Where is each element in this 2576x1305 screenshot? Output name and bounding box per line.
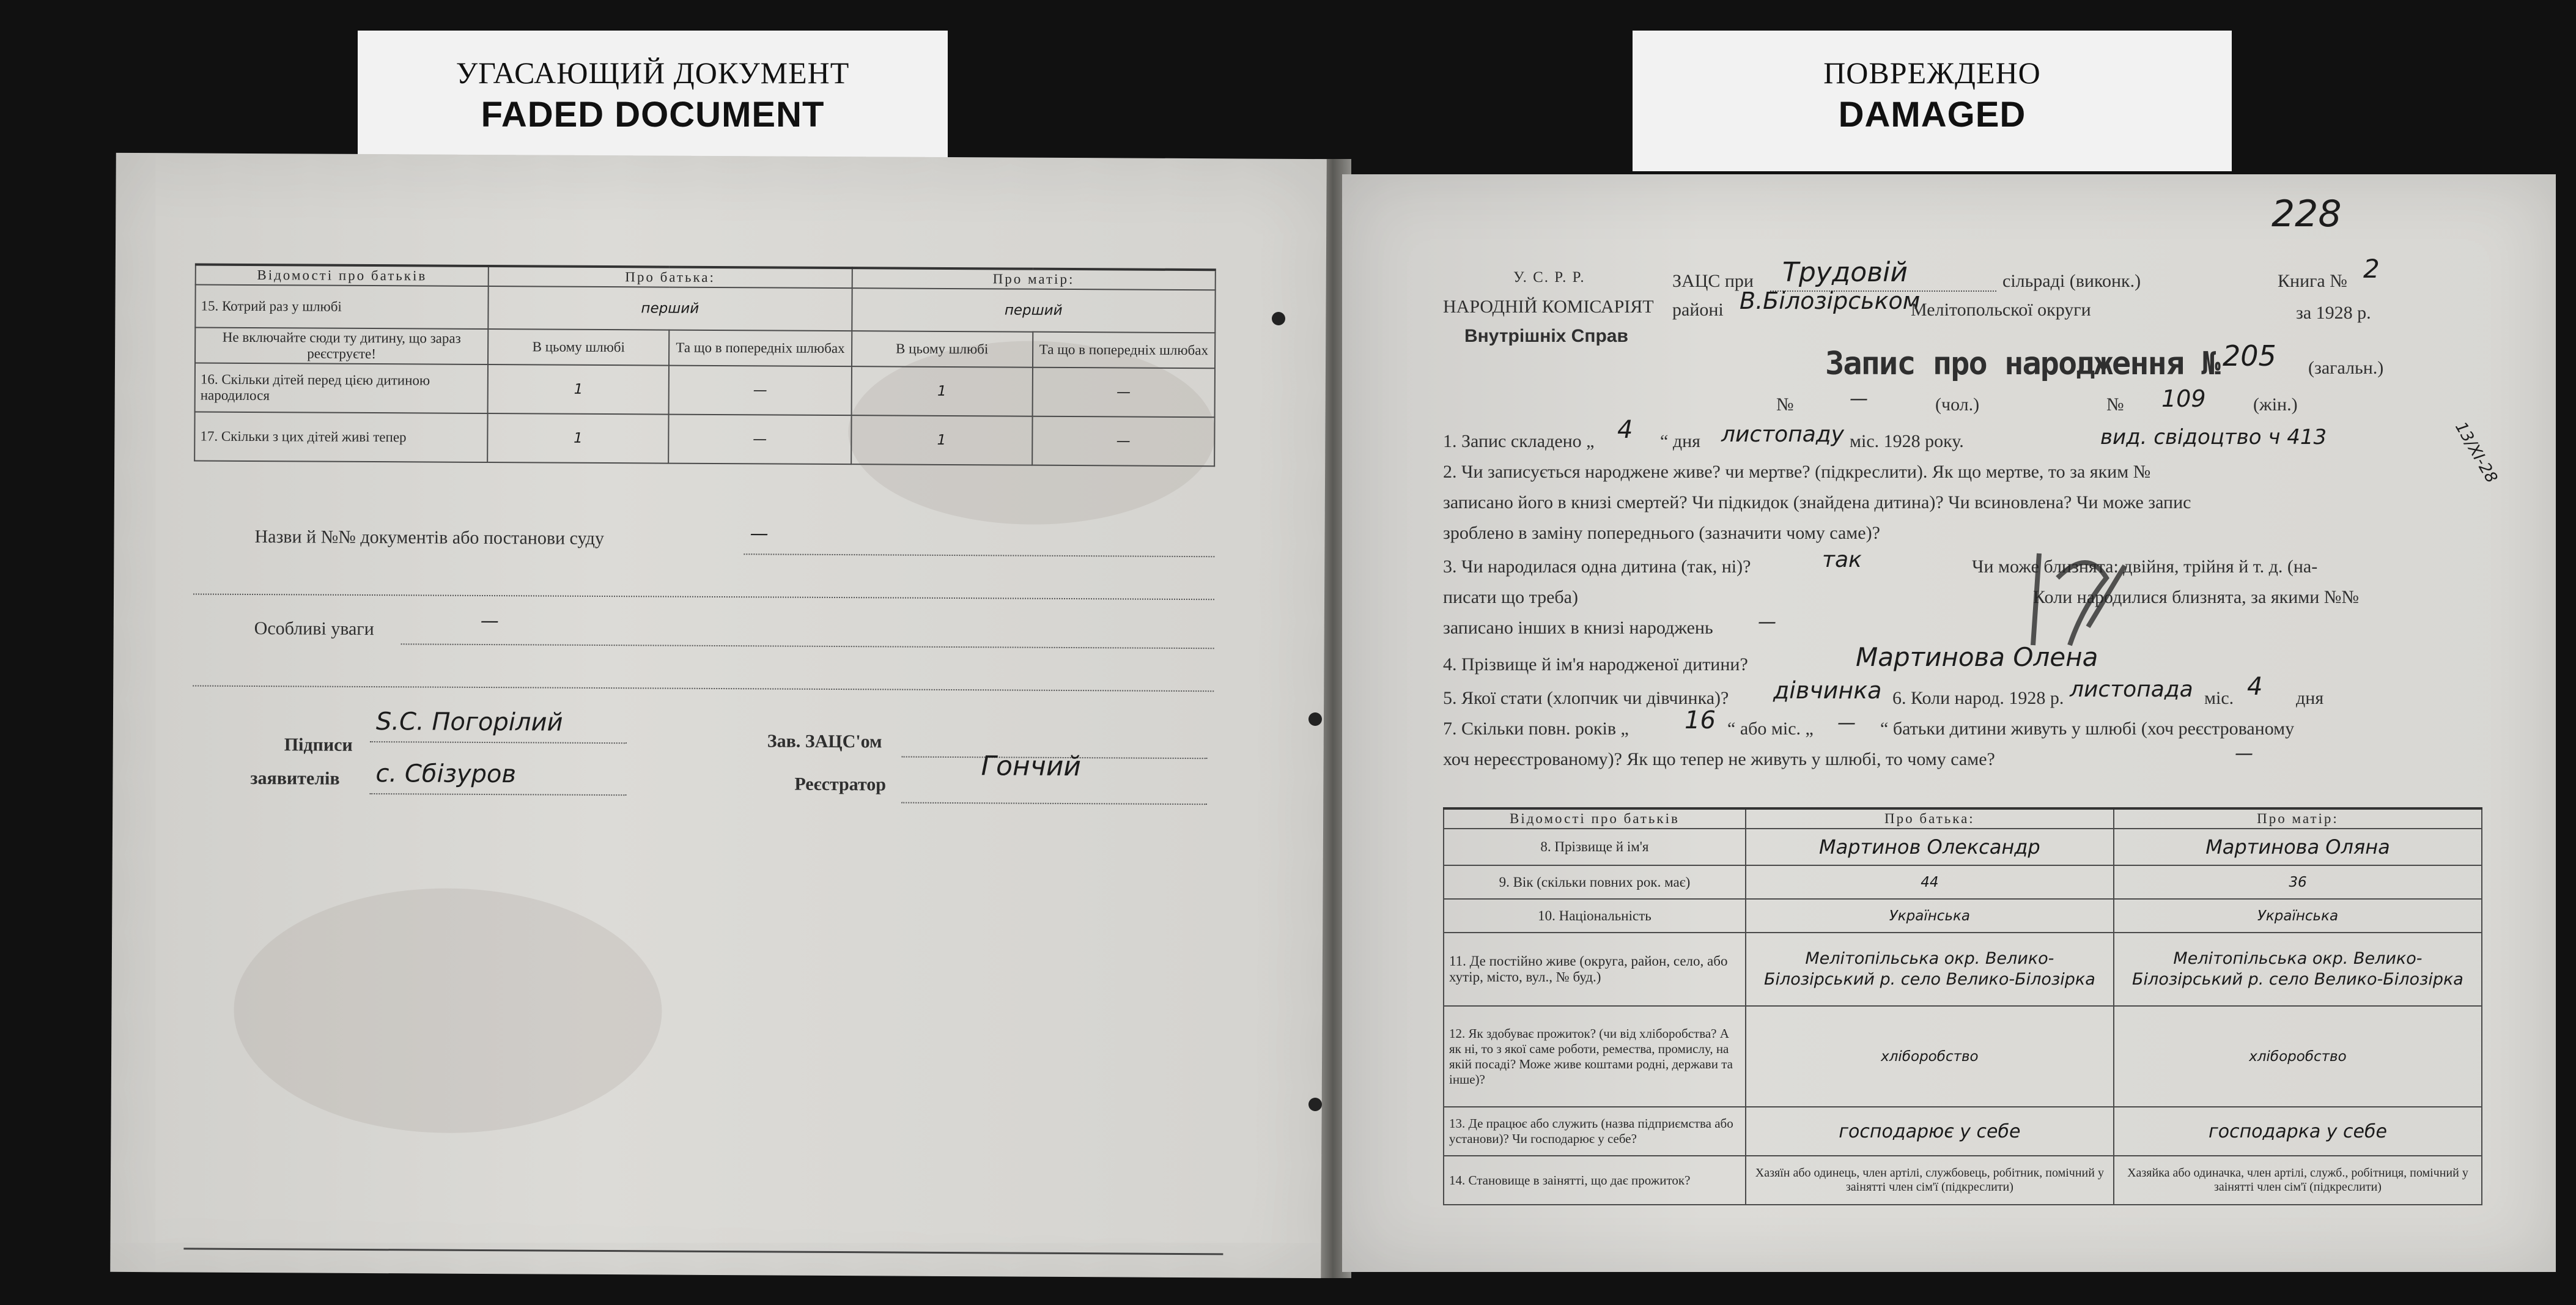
damaged-label-ru: ПОВРЕЖДЕНО bbox=[1823, 56, 2041, 90]
stain bbox=[233, 887, 662, 1134]
large-mark-icon bbox=[2015, 541, 2137, 651]
q7b-value: — bbox=[2235, 743, 2253, 764]
q7b-text: хоч нереєстрованому)? Як що тепер не живуть у шлюбі, то чому саме? bbox=[1443, 749, 1995, 769]
q4-text: 4. Прізвище й ім'я народженої дитини? bbox=[1443, 654, 1748, 675]
year-label: за 1928 р. bbox=[2296, 303, 2371, 323]
binding-hole bbox=[1272, 312, 1285, 325]
district-prefix: районі bbox=[1672, 300, 1724, 320]
dotted-line bbox=[744, 553, 1214, 557]
q1-year: міс. 1928 року. bbox=[1850, 431, 1964, 451]
r12-mother: хліборобство bbox=[2114, 1006, 2482, 1107]
q1-note: вид. свідоцтво ч 413 bbox=[2100, 425, 2327, 449]
registrar-signature: Гончий bbox=[981, 750, 1082, 783]
q3-continuation: Чи може близнята: двійня, трійня й т. д. (на- bbox=[1972, 556, 2318, 577]
q7-months: — bbox=[1837, 712, 1856, 734]
right-h-father: Про батька: bbox=[1746, 808, 2114, 829]
left-parents-table bbox=[194, 264, 1216, 467]
district-value: В.Білозірськом bbox=[1740, 287, 1921, 314]
q3-text: 3. Чи народилася одна дитина (так, ні)? bbox=[1443, 556, 1751, 577]
docs-value: — bbox=[750, 523, 769, 545]
female-no-label: № bbox=[2106, 394, 2124, 415]
r11-mother: Мелітопільська окр. Велико-Білозірський р. село Велико-Білозірка bbox=[2114, 933, 2482, 1006]
left-r17-label: 17. Скільки з цих дітей живі тепер bbox=[194, 412, 488, 463]
district-suffix: Мелітопольскої округи bbox=[1911, 300, 2091, 320]
r8-mother: Мартинова Оляна bbox=[2114, 829, 2482, 865]
r9-mother: 36 bbox=[2114, 865, 2482, 899]
zags-prefix: ЗАЦС при bbox=[1672, 271, 1754, 291]
female-number: 109 bbox=[2161, 385, 2206, 412]
left-r17-v0: 1 bbox=[487, 413, 668, 464]
dotted-line bbox=[193, 685, 1214, 692]
q6-day: 4 bbox=[2247, 673, 2263, 701]
docs-label: Назви й №№ документів або постанови суду bbox=[254, 527, 605, 549]
book-number: 2 bbox=[2363, 254, 2380, 284]
ussr-header: У. С. Р. Р. bbox=[1513, 269, 1585, 286]
right-h-mother: Про матір: bbox=[2114, 808, 2482, 829]
binding-hole bbox=[1308, 712, 1322, 726]
q2c-text: зроблено в заміну попереднього (зазначити чому саме)? bbox=[1443, 523, 1880, 543]
binding-hole bbox=[1308, 1098, 1322, 1111]
left-h-mother: Про матір: bbox=[852, 268, 1216, 290]
right-parents-table bbox=[1443, 807, 2482, 1205]
r10-father: Українська bbox=[1746, 899, 2114, 933]
right-page bbox=[1342, 174, 2556, 1272]
q6-text: 6. Коли народ. 1928 р. bbox=[1892, 688, 2064, 708]
right-h-info: Відомості про батьків bbox=[1444, 808, 1746, 829]
r10-label: 10. Національність bbox=[1444, 899, 1746, 933]
q1-day: 4 bbox=[1617, 416, 1633, 444]
left-sub-f-cur: В цьому шлюбі bbox=[488, 329, 669, 366]
q7-text: 7. Скільки повн. років „ bbox=[1443, 719, 1629, 739]
q3-value: так bbox=[1822, 547, 1862, 572]
left-r16-label: 16. Скільки дітей перед цією дитиною народилося bbox=[195, 363, 489, 414]
dotted-line bbox=[193, 593, 1214, 600]
head-label: Зав. ЗАЦС'ом bbox=[767, 731, 882, 752]
signatures-label-2: заявителів bbox=[250, 767, 340, 789]
r11-label: 11. Де постійно живе (округа, район, село, або хутір, місто, вул., № буд.) bbox=[1444, 933, 1746, 1006]
dotted-line bbox=[901, 802, 1207, 805]
q4-value: Мартинова Олена bbox=[1856, 642, 2098, 672]
r14-label: 14. Становище в заінятті, що дає прожиток? bbox=[1444, 1156, 1746, 1205]
q7-end: “ батьки дитини живуть у шлюбі (хоч реєстрованому bbox=[1880, 719, 2295, 739]
r13-mother: господарка у себе bbox=[2114, 1107, 2482, 1156]
female-label: (жін.) bbox=[2253, 394, 2298, 415]
left-r16-v0: 1 bbox=[488, 364, 669, 415]
q6-mid: міс. bbox=[2204, 688, 2234, 708]
left-sub-note: Не включайте сюди ту дитину, що зараз реєструєте! bbox=[195, 328, 488, 365]
left-page bbox=[110, 153, 1327, 1278]
male-no-label: № bbox=[1776, 394, 1794, 415]
left-r17-v1: — bbox=[668, 415, 851, 465]
r12-father: хліборобство bbox=[1746, 1006, 2114, 1107]
r14-father: Хазяїн або одинець, член артілі, службовець, робітник, помічний у заінятті член сім'ї (підкреслити) bbox=[1746, 1156, 2114, 1205]
r8-father: Мартинов Олександр bbox=[1746, 829, 2114, 865]
signature-1: S.C. Погорілий bbox=[375, 708, 563, 737]
margin-note: 13/XI-28 bbox=[2451, 419, 2501, 487]
q1-month: листопаду bbox=[1721, 422, 1844, 447]
dotted-line bbox=[370, 741, 627, 744]
left-sub-f-prev: Та що в попередніх шлюбах bbox=[669, 330, 852, 367]
left-r15-mother: перший bbox=[852, 288, 1216, 333]
notes-label: Особливі уваги bbox=[254, 618, 374, 640]
record-total-label: (загальн.) bbox=[2308, 358, 2384, 378]
r9-father: 44 bbox=[1746, 865, 2114, 899]
q6-month: листопада bbox=[2070, 677, 2193, 702]
left-r16-v2: 1 bbox=[851, 366, 1032, 416]
r13-label: 13. Де працює або служить (назва підприємства або установи)? Чи господарює у себе? bbox=[1444, 1107, 1746, 1156]
q3b-continuation: Коли народилися близнята, за якими №№ bbox=[2033, 587, 2360, 607]
male-number: — bbox=[1850, 388, 1868, 410]
r9-label: 9. Вік (скільки повних рок. має) bbox=[1444, 865, 1746, 899]
q5-text: 5. Якої стати (хлопчик чи дівчинка)? bbox=[1443, 688, 1729, 708]
q7-years: 16 bbox=[1685, 706, 1716, 734]
faded-label-en: FADED DOCUMENT bbox=[481, 95, 825, 135]
zags-village: Трудовій bbox=[1782, 257, 1908, 288]
faded-document-label bbox=[358, 31, 948, 165]
dotted-line bbox=[369, 793, 626, 796]
signature-2: с. Сбізуров bbox=[375, 760, 517, 789]
r13-father: господарює у себе bbox=[1746, 1107, 2114, 1156]
q3b-text: писати що треба) bbox=[1443, 587, 1578, 607]
notes-value: — bbox=[480, 610, 499, 632]
r8-label: 8. Прізвище й ім'я bbox=[1444, 829, 1746, 865]
damaged-document-label bbox=[1633, 31, 2232, 171]
registrar-label: Реєстратор bbox=[794, 774, 887, 795]
left-r17-v2: 1 bbox=[851, 415, 1032, 465]
left-sub-m-cur: В цьому шлюбі bbox=[852, 331, 1033, 368]
left-h-info: Відомості про батьків bbox=[196, 265, 489, 287]
q6-end: дня bbox=[2296, 688, 2324, 708]
r14-mother: Хазяйка або одиначка, член артілі, служб., робітниця, помічний у заінятті член сім'ї (підкреслити) bbox=[2114, 1156, 2482, 1205]
r10-mother: Українська bbox=[2114, 899, 2482, 933]
q3c-value: — bbox=[1758, 612, 1776, 633]
q2b-text: записано його в книзі смертей? Чи підкидок (знайдена дитина)? Чи всиновлена? Чи може запис bbox=[1443, 492, 2191, 512]
bottom-rule bbox=[183, 1248, 1223, 1255]
q5-value: дівчинка bbox=[1773, 677, 1882, 704]
q2-text: 2. Чи записується народжене живе? чи мертве? (підкреслити). Як що мертве, то за яким № bbox=[1443, 462, 2151, 482]
page-number: 228 bbox=[2272, 193, 2342, 235]
q1-text: 1. Запис складено „ bbox=[1443, 431, 1595, 451]
left-r16-v1: — bbox=[669, 366, 852, 416]
q7-mid: “ або міс. „ bbox=[1727, 719, 1814, 739]
record-title: Запис про народження № bbox=[1825, 346, 2220, 382]
commissariat-2: Внутрішніх Справ bbox=[1464, 326, 1628, 346]
faded-label-ru: УГАСАЮЩИЙ ДОКУМЕНТ bbox=[456, 56, 850, 90]
record-number: 205 bbox=[2223, 339, 2276, 372]
left-r15-father: перший bbox=[488, 286, 852, 331]
book-label: Книга № bbox=[2278, 271, 2347, 291]
left-r16-v3: — bbox=[1032, 368, 1215, 418]
left-r15-label: 15. Котрий раз у шлюбі bbox=[195, 285, 488, 330]
damaged-label-en: DAMAGED bbox=[1838, 95, 2026, 135]
zags-suffix: сільраді (виконк.) bbox=[2002, 271, 2141, 291]
q3c-text: записано інших в книзі народжень bbox=[1443, 618, 1713, 638]
r12-label: 12. Як здобуває прожиток? (чи від хліборобства? А як ні, то з якої саме роботи, ремества, промислу, на якій посаді? Може живе коштами родні, держави та інше)? bbox=[1444, 1006, 1746, 1107]
left-sub-m-prev: Та що в попередніх шлюбах bbox=[1033, 332, 1216, 369]
q1-mid: “ дня bbox=[1660, 431, 1700, 451]
commissariat-1: НАРОДНІЙ КОМІСАРІЯТ bbox=[1443, 297, 1654, 317]
left-h-father: Про батька: bbox=[489, 266, 852, 288]
male-label: (чол.) bbox=[1935, 394, 1980, 415]
r11-father: Мелітопільська окр. Велико-Білозірський р. село Велико-Білозірка bbox=[1746, 933, 2114, 1006]
signatures-label-1: Підписи bbox=[284, 734, 353, 755]
left-r17-v3: — bbox=[1032, 416, 1215, 467]
dotted-line bbox=[401, 643, 1214, 649]
